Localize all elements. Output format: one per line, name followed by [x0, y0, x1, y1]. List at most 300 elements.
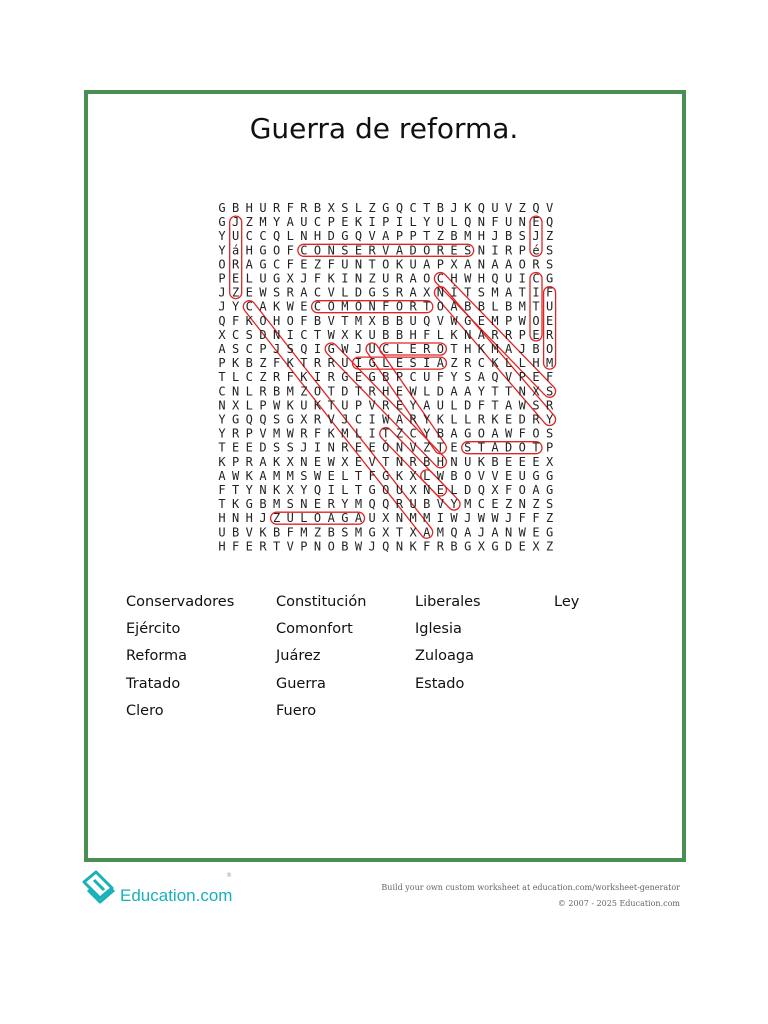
- grid-letter: V: [505, 201, 513, 215]
- grid-letter: S: [232, 342, 240, 356]
- grid-letter: I: [313, 370, 322, 385]
- grid-letter: Q: [545, 215, 554, 230]
- grid-letter: I: [518, 271, 526, 286]
- grid-letter: G: [368, 525, 376, 540]
- grid-letter: X: [286, 454, 294, 469]
- grid-letter: A: [286, 215, 294, 230]
- grid-letter: G: [341, 229, 349, 244]
- grid-letter: K: [450, 327, 458, 342]
- grid-letter: H: [532, 356, 540, 371]
- grid-letter: Z: [245, 215, 253, 230]
- grid-letter: J: [491, 229, 499, 244]
- grid-letter: X: [382, 511, 390, 526]
- grid-letter: X: [409, 468, 417, 483]
- grid-letter: B: [505, 299, 513, 314]
- grid-letter: T: [327, 398, 335, 413]
- word-list-item: Fuero: [276, 703, 317, 719]
- worksheet-frame: [84, 90, 686, 862]
- grid-letter: A: [409, 271, 417, 286]
- grid-letter: T: [477, 440, 485, 455]
- grid-letter: L: [491, 299, 499, 314]
- grid-letter: N: [477, 243, 485, 258]
- grid-letter: G: [382, 201, 390, 215]
- grid-letter: H: [218, 539, 226, 554]
- grid-letter: W: [450, 313, 458, 328]
- grid-letter: U: [491, 201, 499, 215]
- grid-letter: X: [532, 384, 540, 399]
- grid-letter: S: [286, 342, 294, 356]
- grid-letter: L: [450, 398, 458, 413]
- grid-letter: O: [436, 299, 445, 314]
- grid-letter: W: [450, 511, 458, 526]
- footer-copyright: © 2007 - 2025 Education.com: [557, 899, 680, 908]
- grid-letter: U: [218, 525, 226, 540]
- grid-letter: C: [436, 271, 445, 286]
- grid-letter: E: [245, 440, 253, 455]
- grid-letter: A: [218, 342, 226, 356]
- grid-letter: V: [409, 440, 417, 455]
- grid-letter: B: [450, 468, 458, 483]
- grid-letter: F: [327, 257, 335, 272]
- grid-letter: A: [245, 257, 253, 272]
- grid-letter: G: [545, 483, 554, 497]
- grid-letter: S: [382, 285, 390, 300]
- grid-letter: B: [423, 454, 431, 469]
- grid-letter: N: [518, 384, 526, 399]
- grid-letter: U: [341, 398, 349, 413]
- grid-letter: V: [286, 539, 294, 554]
- grid-letter: G: [245, 497, 253, 512]
- grid-letter: X: [341, 327, 349, 342]
- grid-letter: I: [341, 271, 349, 286]
- grid-letter: R: [341, 440, 349, 455]
- grid-letter: G: [368, 483, 376, 497]
- grid-letter: A: [464, 257, 472, 272]
- grid-letter: M: [409, 511, 417, 526]
- grid-letter: W: [313, 468, 322, 483]
- grid-letter: O: [545, 342, 554, 356]
- grid-letter: K: [300, 370, 308, 385]
- grid-letter: X: [327, 201, 335, 215]
- grid-letter: F: [313, 271, 322, 286]
- grid-letter: F: [218, 483, 226, 497]
- grid-letter: K: [259, 525, 267, 540]
- grid-letter: A: [532, 483, 540, 497]
- grid-letter: N: [354, 271, 363, 286]
- grid-letter: R: [505, 327, 513, 342]
- grid-letter: V: [436, 497, 445, 512]
- grid-letter: W: [341, 342, 349, 356]
- grid-letter: F: [545, 370, 554, 385]
- grid-letter: R: [409, 412, 417, 427]
- grid-letter: N: [423, 483, 431, 497]
- grid-letter: E: [395, 384, 404, 399]
- brand-name: Education.com: [120, 886, 233, 905]
- grid-letter: A: [259, 468, 267, 483]
- grid-letter: K: [327, 426, 335, 441]
- grid-letter: F: [532, 511, 540, 526]
- grid-letter: M: [286, 468, 294, 483]
- grid-letter: A: [423, 398, 431, 413]
- grid-letter: T: [327, 384, 335, 399]
- grid-letter: A: [491, 525, 499, 540]
- grid-letter: M: [272, 426, 281, 441]
- footer-generator-note[interactable]: Build your own custom worksheet at education.com/worksheet-generator: [381, 883, 680, 892]
- grid-letter: M: [518, 299, 526, 314]
- grid-letter: Ó: [382, 440, 390, 455]
- grid-letter: X: [532, 539, 540, 554]
- grid-letter: M: [464, 229, 472, 244]
- grid-letter: A: [450, 299, 458, 314]
- grid-letter: R: [368, 243, 376, 258]
- grid-letter: Q: [477, 483, 485, 497]
- grid-letter: F: [423, 539, 431, 554]
- grid-letter: C: [382, 342, 390, 356]
- grid-letter: R: [545, 327, 554, 342]
- grid-letter: N: [395, 539, 404, 554]
- grid-letter: N: [436, 285, 445, 300]
- grid-letter: D: [505, 440, 513, 455]
- grid-letter: S: [341, 201, 349, 215]
- grid-letter: R: [272, 370, 281, 385]
- grid-letter: V: [491, 468, 499, 483]
- grid-letter: E: [505, 468, 513, 483]
- grid-letter: U: [464, 454, 472, 469]
- grid-letter: E: [327, 468, 335, 483]
- grid-letter: A: [505, 342, 513, 356]
- grid-letter: O: [423, 243, 431, 258]
- grid-letter: U: [300, 215, 308, 230]
- grid-letter: F: [286, 201, 294, 215]
- grid-letter: F: [286, 370, 294, 385]
- grid-letter: N: [232, 384, 240, 399]
- grid-letter: G: [218, 201, 226, 215]
- grid-letter: I: [313, 440, 322, 455]
- grid-letter: A: [395, 243, 404, 258]
- grid-letter: K: [286, 398, 294, 413]
- grid-letter: R: [395, 285, 404, 300]
- grid-letter: B: [341, 539, 349, 554]
- grid-letter: I: [423, 356, 431, 371]
- grid-letter: M: [341, 299, 349, 314]
- grid-letter: C: [272, 257, 281, 272]
- grid-letter: L: [505, 356, 513, 371]
- grid-letter: P: [409, 229, 417, 244]
- grid-letter: W: [518, 313, 526, 328]
- grid-letter: V: [327, 285, 335, 300]
- grid-letter: K: [272, 483, 281, 497]
- grid-letter: L: [423, 468, 431, 483]
- grid-letter: G: [232, 412, 240, 427]
- grid-letter: L: [450, 215, 458, 230]
- grid-letter: Z: [300, 384, 308, 399]
- word-list-item: Guerra: [276, 676, 326, 692]
- grid-letter: T: [491, 398, 499, 413]
- grid-letter: L: [450, 412, 458, 427]
- grid-letter: D: [518, 412, 526, 427]
- grid-letter: G: [545, 271, 554, 286]
- grid-letter: P: [545, 440, 554, 455]
- grid-letter: E: [532, 454, 540, 469]
- grid-letter: B: [436, 426, 445, 441]
- grid-letter: O: [313, 384, 322, 399]
- grid-letter: A: [395, 412, 404, 427]
- grid-letter: B: [450, 229, 458, 244]
- grid-letter: V: [368, 229, 376, 244]
- grid-letter: G: [532, 468, 540, 483]
- grid-letter: K: [477, 454, 485, 469]
- word-list-item: Ejército: [126, 621, 181, 637]
- grid-letter: H: [272, 313, 281, 328]
- grid-letter: W: [272, 398, 281, 413]
- grid-letter: A: [464, 525, 472, 540]
- grid-letter: M: [436, 525, 445, 540]
- grid-letter: P: [395, 229, 404, 244]
- grid-letter: J: [300, 271, 308, 286]
- grid-letter: U: [259, 271, 267, 286]
- grid-letter: V: [382, 243, 390, 258]
- grid-letter: R: [327, 370, 335, 385]
- grid-letter: R: [286, 285, 294, 300]
- grid-letter: H: [409, 327, 417, 342]
- grid-letter: O: [423, 271, 431, 286]
- grid-letter: R: [300, 201, 308, 215]
- grid-letter: S: [545, 384, 554, 399]
- grid-letter: A: [491, 257, 499, 272]
- grid-letter: R: [505, 243, 513, 258]
- grid-letter: C: [245, 299, 253, 314]
- grid-letter: Y: [245, 483, 253, 497]
- grid-letter: G: [464, 539, 472, 554]
- grid-letter: K: [491, 356, 499, 371]
- grid-letter: V: [327, 412, 335, 427]
- grid-letter: E: [477, 313, 485, 328]
- grid-letter: T: [423, 299, 431, 314]
- grid-letter: Z: [450, 356, 458, 371]
- grid-letter: X: [300, 412, 308, 427]
- grid-letter: G: [341, 511, 349, 526]
- grid-letter: N: [300, 229, 308, 244]
- grid-letter: M: [423, 511, 431, 526]
- grid-letter: A: [450, 426, 458, 441]
- grid-letter: K: [272, 454, 281, 469]
- grid-letter: E: [232, 440, 240, 455]
- grid-letter: N: [327, 243, 335, 258]
- grid-letter: B: [491, 454, 499, 469]
- grid-letter: I: [395, 215, 404, 230]
- grid-letter: J: [354, 342, 363, 356]
- grid-letter: F: [545, 285, 554, 300]
- grid-letter: J: [477, 525, 485, 540]
- grid-letter: U: [409, 313, 417, 328]
- grid-letter: E: [436, 483, 445, 497]
- grid-letter: Q: [300, 342, 308, 356]
- grid-letter: O: [313, 511, 322, 526]
- grid-letter: D: [505, 539, 513, 554]
- grid-letter: F: [436, 370, 445, 385]
- grid-letter: N: [518, 215, 526, 230]
- grid-letter: U: [436, 398, 445, 413]
- grid-letter: K: [491, 412, 499, 427]
- grid-letter: C: [354, 412, 363, 427]
- grid-letter: A: [491, 426, 499, 441]
- grid-letter: A: [423, 257, 431, 272]
- grid-letter: R: [300, 426, 308, 441]
- grid-letter: R: [477, 412, 485, 427]
- grid-letter: G: [545, 525, 554, 540]
- registered-mark: ®: [226, 872, 232, 879]
- grid-letter: D: [464, 398, 472, 413]
- grid-letter: P: [218, 356, 226, 371]
- grid-letter: Í: [450, 285, 458, 300]
- grid-letter: P: [300, 539, 308, 554]
- grid-letter: N: [218, 398, 226, 413]
- grid-letter: é: [532, 243, 540, 258]
- grid-letter: B: [505, 229, 513, 244]
- grid-letter: J: [232, 215, 240, 230]
- grid-letter: W: [232, 468, 240, 483]
- grid-letter: A: [259, 299, 267, 314]
- grid-letter: D: [464, 483, 472, 497]
- grid-letter: O: [218, 257, 226, 272]
- grid-letter: G: [382, 468, 390, 483]
- grid-letter: E: [518, 539, 526, 554]
- grid-letter: H: [245, 201, 253, 215]
- grid-letter: T: [423, 229, 431, 244]
- grid-letter: U: [286, 511, 294, 526]
- grid-letter: L: [245, 271, 253, 286]
- grid-letter: U: [409, 497, 417, 512]
- grid-letter: Z: [368, 201, 376, 215]
- grid-letter: E: [532, 525, 540, 540]
- grid-letter: N: [505, 525, 513, 540]
- grid-letter: O: [518, 483, 526, 497]
- grid-letter: P: [518, 370, 526, 385]
- grid-letter: H: [464, 342, 472, 356]
- grid-letter: W: [286, 426, 294, 441]
- grid-letter: O: [532, 426, 540, 441]
- grid-letter: V: [259, 426, 267, 441]
- word-list-item: Liberales: [415, 594, 481, 610]
- grid-letter: P: [232, 454, 240, 469]
- grid-letter: V: [545, 201, 554, 215]
- grid-letter: M: [272, 468, 281, 483]
- grid-letter: T: [532, 299, 540, 314]
- grid-letter: T: [464, 285, 472, 300]
- grid-letter: B: [382, 313, 390, 328]
- grid-letter: L: [300, 511, 308, 526]
- grid-letter: N: [518, 497, 526, 512]
- grid-letter: E: [532, 215, 540, 230]
- grid-letter: A: [491, 440, 499, 455]
- grid-letter: F: [300, 313, 308, 328]
- word-list-item: Zuloaga: [415, 648, 474, 664]
- grid-letter: R: [259, 539, 267, 554]
- grid-letter: Y: [300, 483, 308, 497]
- grid-letter: T: [354, 483, 363, 497]
- grid-letter: A: [450, 384, 458, 399]
- grid-letter: C: [313, 215, 322, 230]
- grid-letter: I: [286, 327, 294, 342]
- grid-letter: I: [354, 356, 363, 371]
- grid-letter: N: [395, 454, 404, 469]
- grid-letter: A: [477, 370, 485, 385]
- grid-letter: U: [505, 271, 513, 286]
- grid-letter: B: [313, 201, 322, 215]
- grid-letter: T: [354, 384, 363, 399]
- grid-letter: L: [245, 398, 253, 413]
- grid-letter: A: [477, 327, 485, 342]
- grid-letter: G: [272, 271, 281, 286]
- grid-letter: A: [505, 257, 513, 272]
- grid-letter: F: [505, 483, 513, 497]
- grid-letter: J: [464, 511, 472, 526]
- grid-letter: K: [232, 356, 240, 371]
- grid-letter: M: [341, 426, 349, 441]
- grid-letter: N: [300, 454, 308, 469]
- grid-letter: J: [450, 201, 458, 215]
- grid-letter: L: [354, 201, 363, 215]
- grid-letter: T: [436, 440, 445, 455]
- grid-letter: J: [272, 342, 281, 356]
- grid-letter: Q: [245, 412, 253, 427]
- grid-letter: E: [232, 271, 240, 286]
- grid-letter: N: [354, 257, 363, 272]
- grid-letter: X: [232, 398, 240, 413]
- grid-letter: T: [532, 440, 540, 455]
- grid-letter: O: [313, 243, 322, 258]
- grid-letter: U: [341, 257, 349, 272]
- grid-letter: T: [491, 384, 499, 399]
- grid-letter: M: [491, 285, 499, 300]
- grid-letter: W: [518, 398, 526, 413]
- grid-letter: W: [491, 511, 499, 526]
- grid-letter: S: [477, 285, 485, 300]
- grid-letter: A: [464, 384, 472, 399]
- grid-letter: Y: [423, 412, 431, 427]
- grid-letter: I: [532, 285, 540, 300]
- word-list-item: Ley: [554, 594, 580, 610]
- grid-letter: B: [232, 525, 240, 540]
- grid-letter: A: [382, 229, 390, 244]
- grid-letter: E: [518, 454, 526, 469]
- grid-letter: R: [409, 299, 417, 314]
- grid-letter: G: [491, 539, 499, 554]
- grid-letter: R: [313, 412, 322, 427]
- grid-letter: T: [272, 539, 281, 554]
- grid-letter: N: [232, 511, 240, 526]
- grid-letter: K: [395, 257, 404, 272]
- grid-letter: B: [395, 327, 404, 342]
- grid-letter: R: [532, 412, 540, 427]
- grid-letter: P: [327, 215, 335, 230]
- grid-letter: E: [532, 327, 540, 342]
- grid-letter: P: [505, 313, 513, 328]
- grid-letter: B: [382, 370, 390, 385]
- grid-letter: T: [232, 483, 240, 497]
- grid-letter: G: [259, 243, 267, 258]
- grid-letter: W: [354, 539, 363, 554]
- grid-letter: D: [354, 285, 363, 300]
- grid-letter: K: [245, 468, 253, 483]
- grid-letter: Q: [532, 201, 540, 215]
- grid-letter: S: [545, 497, 554, 512]
- grid-letter: Y: [450, 497, 458, 512]
- grid-letter: T: [218, 370, 226, 385]
- grid-letter: Y: [409, 398, 417, 413]
- grid-letter: T: [382, 454, 390, 469]
- grid-letter: K: [477, 342, 485, 356]
